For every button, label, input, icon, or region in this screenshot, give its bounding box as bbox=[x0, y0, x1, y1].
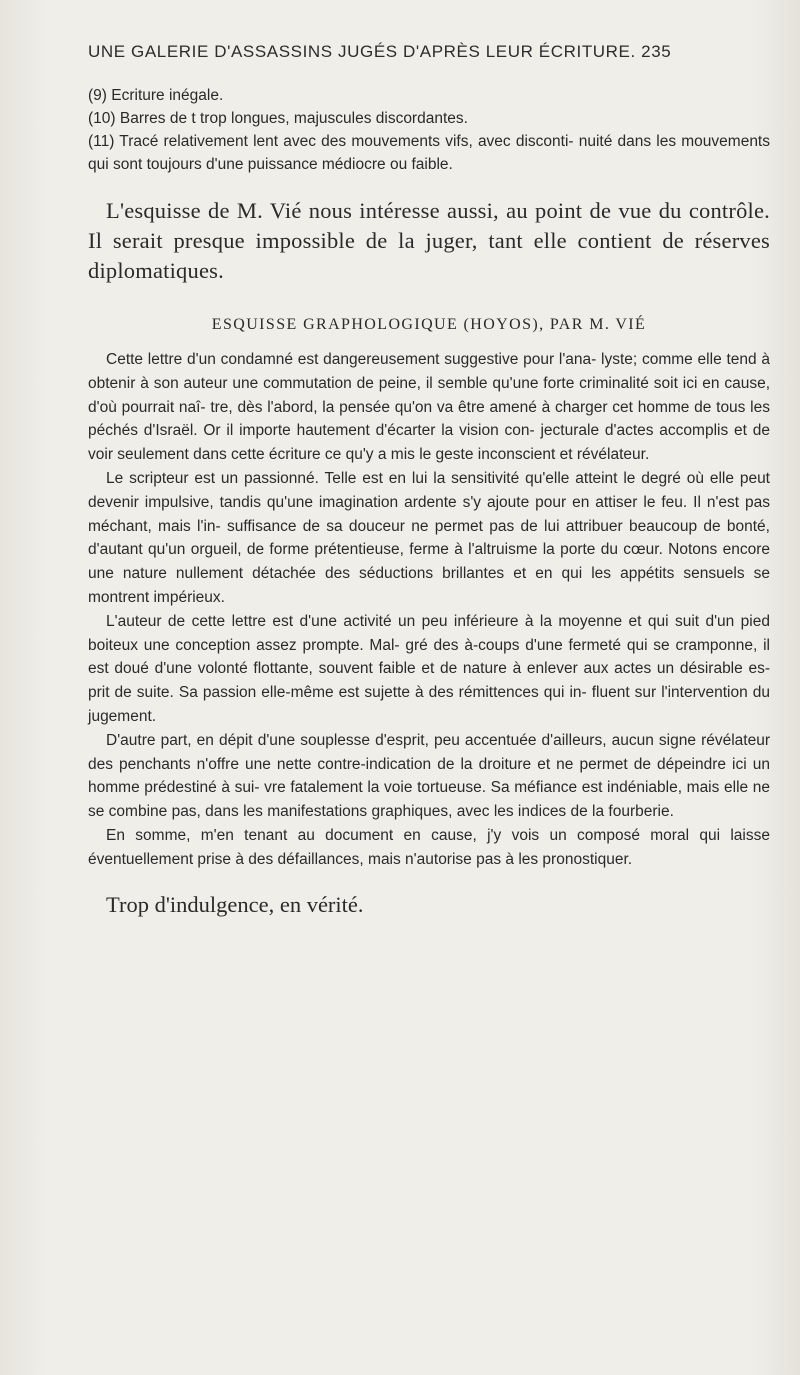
intro-paragraph: L'esquisse de M. Vié nous intéresse aussi, au point de vue du contrôle. Il serait presque impossible de la juger, tant elle contient de réserves diplomatiques. bbox=[88, 198, 770, 283]
page-body bbox=[88, 84, 770, 920]
section-heading: ESQUISSE GRAPHOLOGIQUE (HOYOS), PAR M. VIÉ bbox=[211, 316, 647, 333]
body-paragraph: D'autre part, en dépit d'une souplesse d'esprit, peu accentuée d'ailleurs, aucun signe révélateur des penchants n'offre une nette contre-indication de la droiture et ne permet de dépeindre ici un homme prédestiné à sui- vre fatalement la voie tortueuse. Sa méfiance est indéniable, mais elle ne se combine pas, dans les manifestations graphiques, avec les indices de la fourberie. bbox=[88, 731, 770, 821]
running-header: UNE GALERIE D'ASSASSINS JUGÉS D'APRÈS LEUR ÉCRITURE. 235 bbox=[88, 42, 672, 61]
body-paragraph: Cette lettre d'un condamné est dangereusement suggestive pour l'ana- lyste; comme elle tend à obtenir à son auteur une commutation de peine, il semble qu'une forte criminalité soit ici en cause, d'où pourrait naî- tre, dès l'abord, la pensée qu'on va être amené à charger cet homme de tous les péchés d'Israël. Or il importe hautement d'écarter la vision con- jecturale d'actes accomplis et de voir seulement dans cette écriture ce qu'y a mis le geste inconscient et révélateur. bbox=[88, 351, 770, 464]
body-paragraph: Le scripteur est un passionné. Telle est en lui la sensitivité qu'elle atteint le degré où elle peut devenir impulsive, tandis qu'une imagination ardente s'y ajoute pour en attiser le feu. Il n'est pas méchant, mais l'in- suffisance de sa douceur ne permet pas de lui attribuer beaucoup de bonté, d'autant qu'un orgueil, de forme prétentieuse, ferme à l'altruisme la porte du cœur. Notons encore une nature nullement détachée des séductions brillantes et en qui les appétits sensuels se montrent impérieux. bbox=[88, 469, 770, 606]
list-item: (10) Barres de t trop longues, majuscules discordantes. bbox=[88, 110, 468, 127]
body-paragraph: En somme, m'en tenant au document en cause, j'y vois un composé moral qui laisse éventuellement prise à des défaillances, mais n'autorise pas à les pronostiquer. bbox=[88, 826, 770, 868]
closing-remark: Trop d'indulgence, en vérité. bbox=[106, 891, 364, 917]
list-item: (9) Ecriture inégale. bbox=[88, 87, 224, 104]
list-item: (11) Tracé relativement lent avec des mouvements vifs, avec disconti- nuité dans les mouvements qui sont toujours d'une puissance médiocre ou faible. bbox=[88, 133, 770, 173]
body-paragraph: L'auteur de cette lettre est d'une activité un peu inférieure à la moyenne et qui suit d'un pied boiteux une conception assez prompte. Mal- gré des à-coups d'une fermeté qui se cramponne, il est doué d'une volonté flottante, souvent faible et de nature à enlever aux actes un désirable es- prit de suite. Sa passion elle-même est sujette à des rémittences qui in- fluent sur l'intervention du jugement. bbox=[88, 612, 770, 725]
